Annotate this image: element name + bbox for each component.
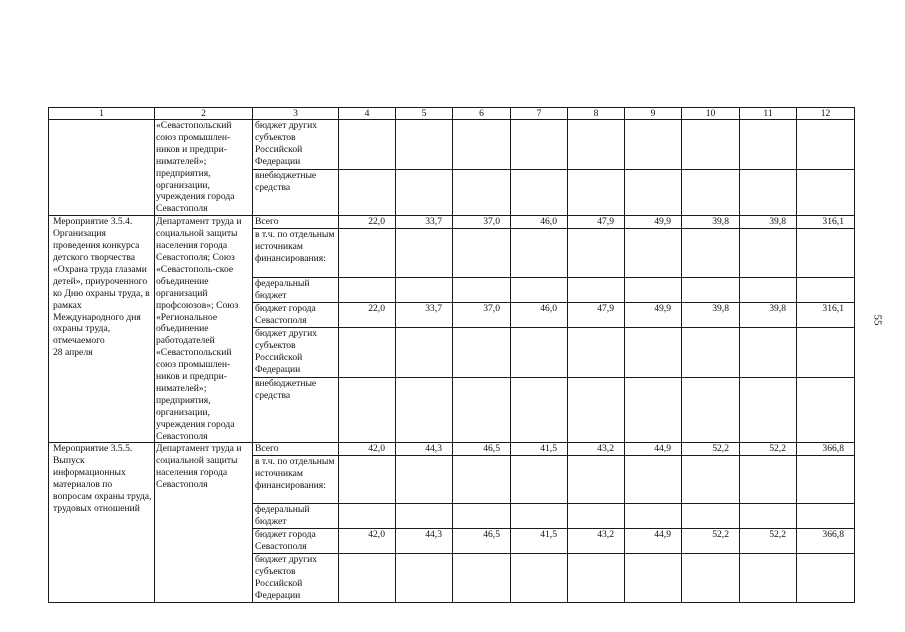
value-cell-col-5 — [396, 229, 453, 278]
executor-cell: Департамент труда и социальной защиты населения города Севастополя; Союз «Севастополь-ское объединение организаций профсоюзов»; Союз «Региональное объединение работодателей «Севастопольский союз промышлен-ников и предпри-нимателей»; предприятия, организации, учреждения города Севастополя — [155, 216, 253, 443]
value-cell-col-11: 39,8 — [740, 216, 797, 229]
value-cell-col-4: 42,0 — [339, 529, 396, 554]
table-row — [49, 216, 855, 229]
value-cell-col-12 — [797, 377, 855, 443]
value-cell-col-4 — [339, 169, 396, 215]
value-cell-col-11 — [740, 554, 797, 603]
value-cell-col-6 — [453, 229, 511, 278]
value-cell-col-11 — [740, 278, 797, 303]
value-cell-col-5 — [396, 554, 453, 603]
value-cell-col-9 — [625, 504, 682, 529]
value-cell-col-5 — [396, 169, 453, 215]
value-cell-col-8 — [568, 456, 625, 504]
value-cell-col-5: 33,7 — [396, 216, 453, 229]
budget-table — [48, 107, 855, 603]
value-cell-col-5 — [396, 278, 453, 303]
funding-source-cell: бюджет других субъектов Российской Федерации — [253, 328, 339, 377]
value-cell-col-12 — [797, 456, 855, 504]
value-cell-col-8 — [568, 377, 625, 443]
value-cell-col-5 — [396, 377, 453, 443]
value-cell-col-12: 366,8 — [797, 443, 855, 456]
value-cell-col-4 — [339, 456, 396, 504]
value-cell-col-7 — [511, 328, 568, 377]
executor-cell: Департамент труда и социальной защиты населения города Севастополя — [155, 443, 253, 602]
value-cell-col-8: 43,2 — [568, 529, 625, 554]
value-cell-col-10 — [682, 120, 740, 170]
column-number-5: 5 — [396, 108, 453, 120]
value-cell-col-12 — [797, 554, 855, 603]
value-cell-col-11: 52,2 — [740, 443, 797, 456]
table-row — [49, 120, 855, 170]
value-cell-col-4: 22,0 — [339, 303, 396, 328]
value-cell-col-6: 37,0 — [453, 303, 511, 328]
value-cell-col-7 — [511, 377, 568, 443]
funding-source-cell: бюджет других субъектов Российской Федерации — [253, 120, 339, 170]
value-cell-col-10 — [682, 456, 740, 504]
value-cell-col-10 — [682, 328, 740, 377]
value-cell-col-12 — [797, 278, 855, 303]
value-cell-col-12 — [797, 229, 855, 278]
value-cell-col-10 — [682, 169, 740, 215]
value-cell-col-9 — [625, 328, 682, 377]
funding-source-cell: федеральный бюджет — [253, 504, 339, 529]
funding-source-cell: внебюджетные средства — [253, 169, 339, 215]
value-cell-col-6 — [453, 504, 511, 529]
value-cell-col-11 — [740, 456, 797, 504]
value-cell-col-11 — [740, 169, 797, 215]
value-cell-col-5: 44,3 — [396, 529, 453, 554]
value-cell-col-4 — [339, 504, 396, 529]
value-cell-col-6: 37,0 — [453, 216, 511, 229]
value-cell-col-8: 43,2 — [568, 443, 625, 456]
value-cell-col-11 — [740, 328, 797, 377]
value-cell-col-8 — [568, 554, 625, 603]
value-cell-col-12: 316,1 — [797, 303, 855, 328]
funding-source-cell: в т.ч. по отдельным источникам финансирования: — [253, 456, 339, 504]
value-cell-col-7: 46,0 — [511, 303, 568, 328]
value-cell-col-11: 39,8 — [740, 303, 797, 328]
value-cell-col-10 — [682, 278, 740, 303]
value-cell-col-7 — [511, 278, 568, 303]
value-cell-col-9 — [625, 278, 682, 303]
value-cell-col-7 — [511, 504, 568, 529]
value-cell-col-7 — [511, 456, 568, 504]
column-number-1: 1 — [49, 108, 155, 120]
value-cell-col-9: 44,9 — [625, 529, 682, 554]
value-cell-col-7 — [511, 169, 568, 215]
column-number-9: 9 — [625, 108, 682, 120]
value-cell-col-9: 49,9 — [625, 216, 682, 229]
value-cell-col-10: 39,8 — [682, 303, 740, 328]
value-cell-col-9 — [625, 169, 682, 215]
page-number: 55 — [871, 314, 884, 326]
value-cell-col-9: 49,9 — [625, 303, 682, 328]
value-cell-col-6 — [453, 169, 511, 215]
table-row — [49, 443, 855, 456]
value-cell-col-8 — [568, 504, 625, 529]
value-cell-col-4 — [339, 278, 396, 303]
value-cell-col-5 — [396, 120, 453, 170]
value-cell-col-4 — [339, 377, 396, 443]
value-cell-col-4 — [339, 120, 396, 170]
value-cell-col-4 — [339, 229, 396, 278]
value-cell-col-12: 366,8 — [797, 529, 855, 554]
value-cell-col-10: 52,2 — [682, 529, 740, 554]
column-number-8: 8 — [568, 108, 625, 120]
column-number-10: 10 — [682, 108, 740, 120]
value-cell-col-10: 39,8 — [682, 216, 740, 229]
funding-source-cell: бюджет города Севастополя — [253, 529, 339, 554]
funding-source-cell: Всего — [253, 216, 339, 229]
value-cell-col-9 — [625, 377, 682, 443]
value-cell-col-9: 44,9 — [625, 443, 682, 456]
value-cell-col-12: 316,1 — [797, 216, 855, 229]
value-cell-col-6 — [453, 456, 511, 504]
value-cell-col-4: 22,0 — [339, 216, 396, 229]
value-cell-col-11 — [740, 504, 797, 529]
value-cell-col-5 — [396, 504, 453, 529]
header-row — [49, 108, 855, 120]
funding-source-cell: федеральный бюджет — [253, 278, 339, 303]
value-cell-col-7: 46,0 — [511, 216, 568, 229]
column-number-2: 2 — [155, 108, 253, 120]
value-cell-col-10 — [682, 554, 740, 603]
value-cell-col-8: 47,9 — [568, 216, 625, 229]
value-cell-col-10 — [682, 377, 740, 443]
value-cell-col-8 — [568, 229, 625, 278]
value-cell-col-12 — [797, 328, 855, 377]
value-cell-col-7 — [511, 120, 568, 170]
value-cell-col-5 — [396, 328, 453, 377]
value-cell-col-4 — [339, 554, 396, 603]
value-cell-col-6 — [453, 120, 511, 170]
value-cell-col-6 — [453, 328, 511, 377]
value-cell-col-10 — [682, 504, 740, 529]
value-cell-col-9 — [625, 554, 682, 603]
value-cell-col-5 — [396, 456, 453, 504]
value-cell-col-8 — [568, 328, 625, 377]
value-cell-col-7: 41,5 — [511, 443, 568, 456]
executor-cell: «Севастопольский союз промышлен-ников и предпри-нимателей»; предприятия, организации, учреждения города Севастополя — [155, 120, 253, 216]
funding-source-cell: бюджет города Севастополя — [253, 303, 339, 328]
funding-source-cell: бюджет других субъектов Российской Федерации — [253, 554, 339, 603]
value-cell-col-7 — [511, 554, 568, 603]
column-number-11: 11 — [740, 108, 797, 120]
value-cell-col-11 — [740, 120, 797, 170]
value-cell-col-9 — [625, 120, 682, 170]
activity-name-cell: Мероприятие 3.5.4. Организация проведения конкурса детского творчества «Охрана труда глазами детей», приуроченного ко Дню охраны труда, в рамках Международного дня охраны труда, отмечаемого 28 апреля — [49, 216, 155, 443]
value-cell-col-8 — [568, 169, 625, 215]
funding-source-cell: в т.ч. по отдельным источникам финансирования: — [253, 229, 339, 278]
value-cell-col-11 — [740, 377, 797, 443]
column-number-3: 3 — [253, 108, 339, 120]
value-cell-col-12 — [797, 504, 855, 529]
value-cell-col-9 — [625, 229, 682, 278]
value-cell-col-9 — [625, 456, 682, 504]
value-cell-col-7 — [511, 229, 568, 278]
value-cell-col-5: 44,3 — [396, 443, 453, 456]
value-cell-col-11: 52,2 — [740, 529, 797, 554]
value-cell-col-6: 46,5 — [453, 443, 511, 456]
value-cell-col-6: 46,5 — [453, 529, 511, 554]
value-cell-col-6 — [453, 554, 511, 603]
value-cell-col-8 — [568, 278, 625, 303]
column-number-4: 4 — [339, 108, 396, 120]
value-cell-col-10: 52,2 — [682, 443, 740, 456]
value-cell-col-8 — [568, 120, 625, 170]
column-number-6: 6 — [453, 108, 511, 120]
column-number-12: 12 — [797, 108, 855, 120]
activity-name-cell — [49, 120, 155, 216]
value-cell-col-6 — [453, 278, 511, 303]
value-cell-col-8: 47,9 — [568, 303, 625, 328]
funding-source-cell: внебюджетные средства — [253, 377, 339, 443]
value-cell-col-4 — [339, 328, 396, 377]
value-cell-col-12 — [797, 120, 855, 170]
value-cell-col-5: 33,7 — [396, 303, 453, 328]
value-cell-col-12 — [797, 169, 855, 215]
value-cell-col-11 — [740, 229, 797, 278]
value-cell-col-6 — [453, 377, 511, 443]
value-cell-col-4: 42,0 — [339, 443, 396, 456]
value-cell-col-10 — [682, 229, 740, 278]
funding-source-cell: Всего — [253, 443, 339, 456]
activity-name-cell: Мероприятие 3.5.5. Выпуск информационных материалов по вопросам охраны труда, трудовых отношений — [49, 443, 155, 602]
column-number-7: 7 — [511, 108, 568, 120]
value-cell-col-7: 41,5 — [511, 529, 568, 554]
